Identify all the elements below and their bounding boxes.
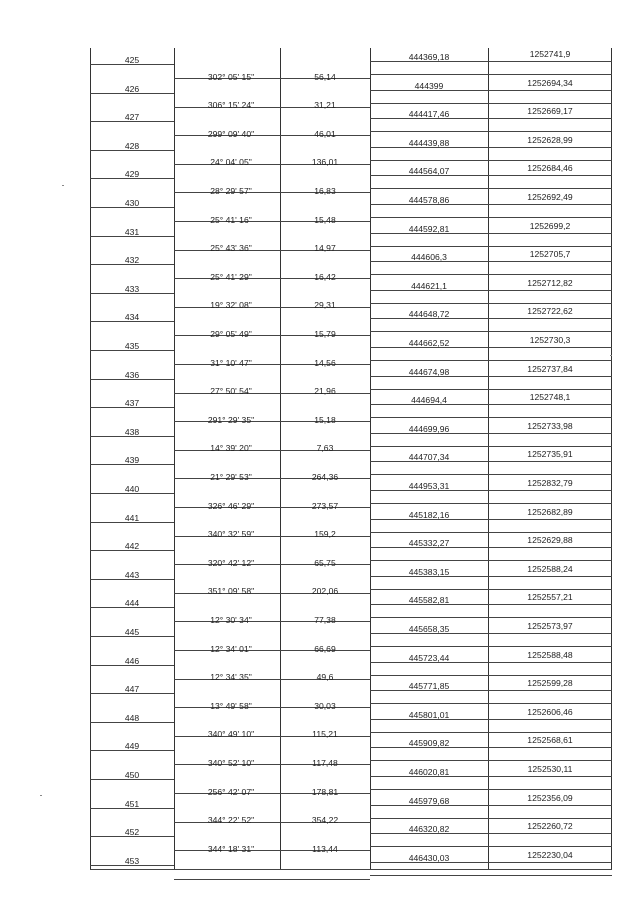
segment-length: 66,69: [314, 643, 336, 654]
point-number: 449: [124, 741, 140, 752]
segment-length: 264,36: [311, 472, 339, 482]
direction-angle: 344° 18' 31": [207, 843, 255, 854]
row-divider: [370, 160, 612, 161]
row-divider: [370, 217, 612, 218]
point-number: 439: [124, 455, 140, 466]
coordinate-x: 445658,35: [408, 624, 450, 634]
direction-angle: 24° 04' 05": [210, 157, 252, 168]
coordinate-x: 446320,82: [408, 824, 450, 835]
coordinate-y: 1252694,34: [527, 77, 573, 88]
coordinate-x: 444662,52: [408, 338, 450, 348]
point-number: 429: [124, 169, 140, 180]
direction-angle: 340° 32' 59": [207, 529, 255, 540]
coordinate-y: 1252599,28: [527, 678, 573, 689]
coordinate-x: 444674,98: [408, 366, 450, 377]
segment-length: 14,56: [314, 357, 336, 368]
coordinate-y: 1252699,2: [529, 220, 571, 231]
direction-angle: 27° 50' 54": [210, 386, 252, 397]
row-divider: [370, 789, 612, 790]
coordinate-y: 1252735,91: [527, 449, 573, 460]
segment-length: 15,79: [314, 329, 336, 339]
coordinate-x: 445332,27: [408, 538, 450, 549]
coordinate-y: 1252712,82: [527, 277, 573, 288]
coordinate-x: 445909,82: [408, 738, 450, 749]
row-divider: [370, 818, 612, 819]
coordinate-y: 1252588,24: [527, 563, 573, 574]
coordinate-x: 444699,96: [408, 423, 450, 434]
segment-length: 21,96: [314, 386, 336, 397]
row-divider: [370, 131, 612, 132]
coordinate-y: 1252260,72: [527, 821, 573, 832]
coordinate-x: 444578,86: [408, 195, 450, 205]
direction-angle: 13° 49' 58": [210, 700, 252, 711]
direction-angle: 299° 09' 40": [207, 128, 255, 139]
segment-length: 7,63: [316, 443, 334, 454]
direction-angle: 12° 30' 34": [210, 615, 252, 625]
segment-length: 115,21: [312, 729, 338, 740]
point-number: 426: [124, 83, 140, 94]
segment-length: 30,03: [314, 700, 336, 711]
point-number: 434: [124, 312, 140, 323]
direction-angle: 256° 42' 07": [207, 786, 255, 797]
row-divider: [370, 503, 612, 504]
row-divider: [370, 474, 612, 475]
coordinate-x: 444399: [414, 80, 444, 91]
coordinate-y: 1252530,11: [527, 764, 573, 774]
coordinate-x: 445582,81: [408, 595, 450, 606]
point-number: 443: [124, 569, 140, 580]
row-divider: [370, 74, 612, 75]
point-number: 444: [124, 598, 140, 609]
point-number: 451: [124, 798, 140, 809]
coordinate-x: 445771,85: [408, 681, 450, 692]
row-divider: [370, 532, 612, 533]
point-number: 452: [124, 827, 140, 838]
segment-length: 16,83: [314, 186, 336, 196]
coordinate-x: 444953,31: [408, 481, 450, 491]
direction-angle: 14° 39' 20": [210, 443, 252, 454]
coordinate-x: 444564,07: [408, 166, 450, 177]
coordinate-y: 1252628,99: [527, 134, 573, 145]
direction-angle: 12° 34' 01": [210, 643, 252, 654]
coordinate-y: 1252629,88: [527, 535, 573, 546]
point-number: 445: [124, 627, 140, 637]
row-divider: [370, 303, 612, 304]
coordinate-y: 1252573,97: [527, 621, 573, 631]
coordinate-x: 444707,34: [408, 452, 450, 463]
segment-length: 15,18: [314, 414, 336, 425]
row-divider: [370, 417, 612, 418]
row-divider: [370, 589, 612, 590]
row-divider: [370, 760, 612, 761]
row-divider: [370, 103, 612, 104]
row-divider: [370, 446, 612, 447]
point-number: 448: [124, 712, 140, 723]
direction-angle: 25° 41' 16": [210, 214, 252, 225]
coordinate-y: 1252606,46: [527, 706, 573, 717]
row-divider: [370, 675, 612, 676]
coordinate-y: 1252748,1: [529, 392, 571, 403]
coordinate-x: 445723,44: [408, 652, 450, 663]
direction-angle: 21° 29' 53": [210, 472, 252, 482]
direction-angle: 19° 32' 08": [210, 300, 252, 311]
direction-angle: 344° 22' 52": [207, 815, 255, 826]
row-divider: [370, 732, 612, 733]
coordinate-x: 445801,01: [408, 709, 450, 720]
row-divider: [370, 560, 612, 561]
row-divider: [370, 274, 612, 275]
point-number: 435: [124, 341, 140, 351]
segment-length: 49,6: [316, 672, 334, 683]
row-divider: [370, 331, 612, 332]
direction-angle: 291° 29' 35": [207, 414, 255, 425]
direction-angle: 302° 05' 15": [207, 71, 255, 82]
row-divider: [370, 360, 612, 361]
direction-angle: 351° 09' 58": [207, 586, 255, 597]
point-number: 453: [124, 855, 140, 866]
segment-length: 56,14: [314, 71, 336, 82]
point-number: 440: [124, 484, 140, 494]
coordinate-y: 1252669,17: [527, 106, 573, 117]
segment-length: 77,38: [314, 615, 336, 625]
segment-length: 14,97: [314, 243, 336, 254]
coordinate-y: 1252832,79: [527, 478, 573, 488]
point-number: 427: [124, 112, 140, 123]
segment-length: 46,01: [314, 128, 336, 139]
row-divider: [370, 646, 612, 647]
direction-angle: 326° 46' 29": [207, 500, 255, 511]
coordinate-y: 1252737,84: [527, 363, 573, 374]
direction-angle: 28° 29' 57": [210, 186, 252, 196]
point-number: 428: [124, 140, 140, 151]
point-number: 432: [124, 255, 140, 266]
segment-length: 15,48: [314, 214, 336, 225]
coordinate-y: 1252722,62: [527, 306, 573, 317]
table-bottom-border: [90, 869, 612, 870]
point-number: 450: [124, 770, 140, 780]
column-divider: [280, 48, 281, 870]
coordinate-x: 445979,68: [408, 795, 450, 806]
direction-angle: 31° 10' 47": [210, 357, 252, 368]
coordinate-x: 444369,18: [408, 52, 450, 62]
row-divider: [370, 703, 612, 704]
coordinate-x: 445182,16: [408, 509, 450, 520]
direction-angle: 306° 15' 24": [207, 100, 255, 111]
coordinate-x: 446020,81: [408, 767, 450, 777]
segment-length: 117,48: [312, 758, 338, 768]
segment-length: 178,81: [311, 786, 339, 797]
segment-length: 16,42: [314, 271, 336, 282]
coordinate-y: 1252682,89: [527, 506, 573, 517]
point-number: 437: [124, 398, 140, 409]
coordinate-y: 1252230,04: [527, 849, 573, 860]
coordinate-x: 445383,15: [408, 566, 450, 577]
point-number: 442: [124, 541, 140, 552]
direction-angle: 12° 34' 35": [210, 672, 252, 683]
row-divider: [370, 389, 612, 390]
coordinate-y: 1252568,61: [527, 735, 573, 746]
coordinate-y: 1252684,46: [527, 163, 573, 174]
coordinate-y: 1252733,98: [527, 420, 573, 431]
segment-length: 202,06: [311, 586, 339, 597]
segment-length: 136,01: [311, 157, 339, 168]
coordinate-y: 1252588,48: [527, 649, 573, 660]
point-number: 438: [124, 426, 140, 437]
coordinate-x: 444621,1: [411, 280, 447, 291]
segment-length: 354,22: [311, 815, 339, 826]
coordinate-x: 446430,03: [408, 852, 450, 863]
coordinate-x: 444417,46: [408, 109, 450, 120]
row-divider: [370, 875, 612, 876]
coordinate-x: 444439,88: [408, 137, 450, 148]
point-number: 431: [124, 226, 140, 237]
scan-speck: [62, 185, 64, 186]
coordinate-x: 444592,81: [408, 223, 450, 234]
scan-speck: [40, 795, 42, 796]
segment-length: 113,44: [312, 843, 338, 854]
point-number: 447: [124, 684, 140, 695]
coordinate-x: 444694,4: [411, 395, 447, 406]
segment-length: 65,75: [314, 557, 336, 568]
row-divider: [370, 617, 612, 618]
column-divider: [174, 48, 175, 870]
coordinate-y: 1252356,09: [527, 792, 573, 803]
segment-length: 273,57: [311, 500, 339, 511]
coordinate-x: 444606,3: [411, 252, 447, 263]
direction-angle: 340° 52' 10": [207, 758, 255, 768]
point-number: 436: [124, 369, 140, 380]
point-number: 425: [124, 55, 140, 65]
coordinate-y: 1252705,7: [529, 249, 571, 260]
point-number: 441: [124, 512, 140, 523]
scan-speck: [610, 355, 612, 356]
row-divider: [174, 879, 370, 880]
coordinate-y: 1252730,3: [529, 335, 571, 345]
row-divider: [370, 188, 612, 189]
row-divider: [370, 846, 612, 847]
direction-angle: 25° 41' 29": [210, 271, 252, 282]
coordinate-x: 444648,72: [408, 309, 450, 320]
direction-angle: 25° 43' 36": [210, 243, 252, 254]
point-number: 433: [124, 283, 140, 294]
direction-angle: 340° 49' 10": [207, 729, 255, 740]
point-number: 446: [124, 655, 140, 666]
coordinate-y: 1252741,9: [529, 49, 571, 59]
direction-angle: 320° 42' 12": [207, 557, 255, 568]
direction-angle: 29° 05' 49": [210, 329, 252, 339]
point-number: 430: [124, 198, 140, 208]
coordinate-y: 1252692,49: [527, 192, 573, 202]
coordinate-y: 1252557,21: [527, 592, 573, 603]
segment-length: 159,2: [314, 529, 336, 540]
segment-length: 29,31: [314, 300, 336, 311]
row-divider: [370, 246, 612, 247]
segment-length: 31,21: [314, 100, 336, 111]
coordinate-table: [90, 48, 612, 870]
